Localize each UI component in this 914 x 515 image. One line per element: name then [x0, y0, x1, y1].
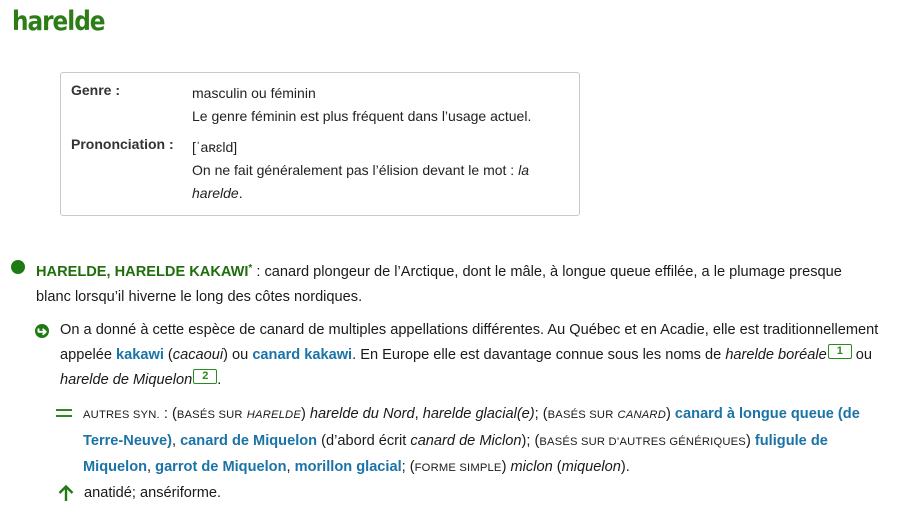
link-kakawi[interactable]: kakawi — [116, 347, 164, 363]
footnote-ref-2[interactable]: 2 — [193, 369, 217, 384]
pronunciation-note: On ne fait généralement pas l’élision devant le mot : la harelde. — [192, 162, 529, 201]
info-box — [60, 72, 580, 216]
equals-icon — [56, 409, 72, 417]
definition-terms: HARELDE, HARELDE KAKAWI — [36, 264, 249, 280]
link-fuligule-de-miquelon[interactable]: fuligule de Miquelon — [83, 432, 828, 475]
pronunciation-example: la harelde — [192, 162, 529, 201]
link-canard-kakawi[interactable]: canard kakawi — [252, 347, 353, 363]
link-morillon-glacial[interactable]: morillon glacial — [294, 459, 402, 475]
link-canard-de-miquelon[interactable]: canard de Miquelon — [180, 432, 318, 449]
filled-circle-icon — [11, 260, 25, 274]
link-garrot-de-miquelon[interactable]: garrot de Miquelon — [155, 459, 287, 475]
genre-label: Genre : — [71, 82, 121, 98]
usage-remark: On a donné à cette espèce de canard de multiples appellations différentes. Au Québec et en Acadie, elle est traditionnellement appelée kakawi (cacaoui) ou canard kakawi. En Europe elle est davantage connue sous les noms de harelde boréale 1 ou harelde de Miquelon 2 . — [60, 322, 879, 388]
up-arrow-icon — [58, 484, 74, 502]
synonyms: AUTRES SYN. : (BASÉS SUR HARELDE) harelde du Nord, harelde glacial(e); (BASÉS SUR CANARD) canard à longue queue (de Terre-Neuve), canard de Miquelon (d’abord écrit canard de Miclon); (BASÉS SUR D’AUTRES GÉNÉRIQUES) fuligule de Miquelon, garrot de Miquelon, morillon glacial; (FORME SIMPLE) miclon (miquelon). — [83, 406, 860, 475]
related-terms: anatidé; ansériforme. — [84, 485, 222, 501]
definition — [36, 257, 876, 309]
footnote-ref-1[interactable]: 1 — [828, 344, 852, 359]
genre-note: Le genre féminin est plus fréquent dans l’usage actuel. — [192, 108, 532, 124]
asterisk-marker[interactable]: * — [248, 263, 253, 274]
pronunciation-label: Prononciation : — [71, 136, 174, 152]
pronunciation-value: [ˈaʀɛld] — [192, 139, 238, 155]
entry-title: harelde — [12, 6, 105, 37]
link-canard-longue-queue[interactable]: canard à longue queue (de Terre-Neuve) — [83, 406, 860, 449]
genre-value: masculin ou féminin — [192, 85, 316, 101]
definition-text: : canard plongeur de l’Arctique, dont le mâle, à longue queue effilée, a le plumage presque blanc lorsqu’il hiverne le long des côtes nordiques. — [36, 264, 842, 305]
curved-arrow-icon — [34, 323, 50, 339]
